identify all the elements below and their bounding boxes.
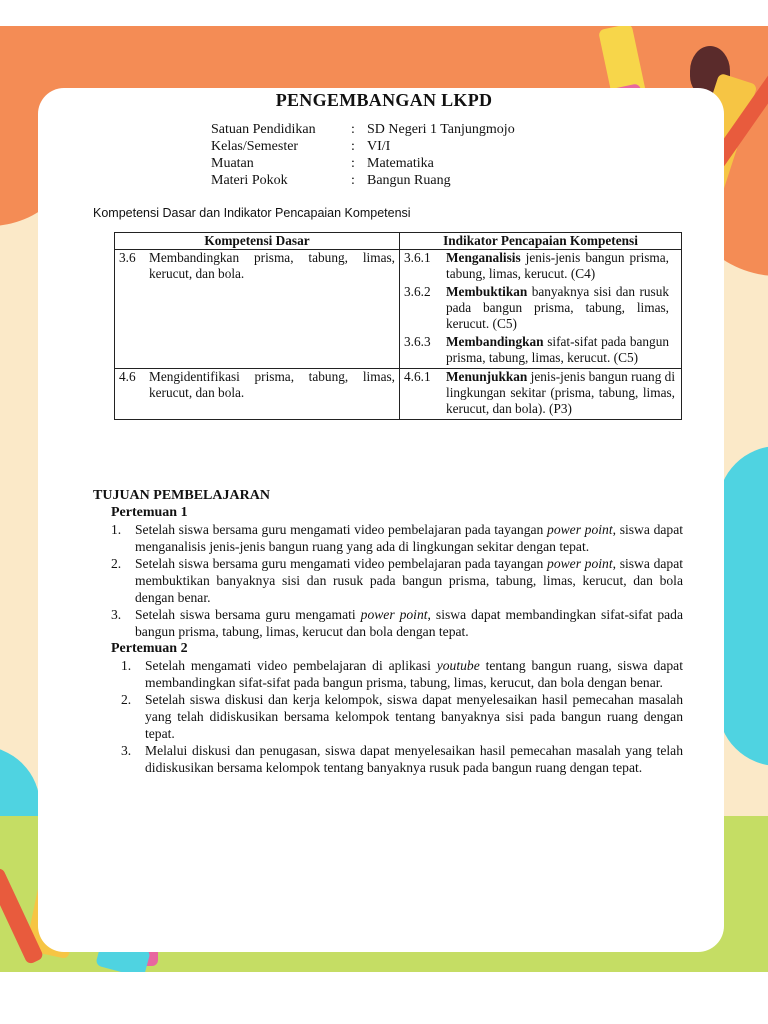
indicator-verb: Menunjukkan	[446, 369, 528, 384]
kd-section-heading: Kompetensi Dasar dan Indikator Pencapaian Kompetensi	[93, 206, 411, 220]
list-item	[111, 521, 683, 555]
indicator-verb: Membuktikan	[446, 284, 528, 299]
indicator-text: jenis-jenis bangun prisma, tabung, limas, kerucut. (C4)	[446, 250, 670, 281]
meta-separator: :	[351, 173, 355, 188]
ipk-cell	[400, 369, 682, 420]
item-number: 2.	[121, 692, 132, 707]
indicator-number: 3.6.1	[404, 250, 431, 265]
table-header-row	[115, 233, 682, 250]
indicator-item	[404, 250, 669, 282]
list-item	[121, 691, 683, 742]
indicator-number: 4.6.1	[404, 369, 431, 384]
item-number: 3.	[111, 607, 122, 622]
kd-table	[114, 232, 682, 420]
list-item	[111, 606, 683, 640]
item-text: Setelah siswa bersama guru mengamati video pembelajaran pada tayangan	[135, 556, 548, 571]
item-text: Setelah siswa diskusi dan kerja kelompok, siswa dapat menyelesaikan hasil pemecahan masalah yang telah didiskusikan bersama kelompok tentang banyaknya sisi pada bangun ruang dengan tepat.	[145, 692, 683, 741]
meta-row	[211, 138, 515, 155]
meta-row	[211, 172, 515, 189]
kd-item	[119, 250, 395, 282]
indicator-number: 3.6.3	[404, 334, 431, 349]
meta-row	[211, 121, 515, 138]
item-text-end: , siswa dapat membandingkan sifat-sifat pada bangun prisma, tabung, limas, kerucut dan bola dengan tepat.	[135, 607, 684, 639]
item-text: Setelah siswa bersama guru mengamati	[135, 607, 361, 622]
section-heading: TUJUAN PEMBELAJARAN	[93, 488, 270, 503]
indicator-text: jenis-jenis bangun ruang di lingkungan sekitar (prisma, tabung, limas, kerucut, dan bola). (P3)	[446, 369, 676, 416]
kd-cell	[115, 250, 400, 369]
item-text: Setelah mengamati video pembelajaran di aplikasi	[145, 658, 437, 673]
indicator-text: sifat-sifat pada bangun prisma, tabung, limas, kerucut. (C5)	[446, 334, 670, 365]
kd-number: 3.6	[119, 250, 136, 265]
item-emphasis: youtube	[436, 658, 480, 673]
kd-text: Membandingkan prisma, tabung, limas, kerucut, dan bola.	[149, 250, 395, 281]
kd-text: Mengidentifikasi prisma, tabung, limas, kerucut, dan bola.	[149, 369, 395, 400]
table-row	[115, 250, 682, 369]
list-item	[121, 657, 683, 691]
item-emphasis: power point	[547, 522, 613, 537]
meta-label: Satuan Pendidikan	[211, 122, 316, 137]
learning-objectives	[93, 487, 683, 776]
meta-separator: :	[351, 139, 355, 154]
item-text: Melalui diskusi dan penugasan, siswa dapat menyelesaikan hasil pemecahan masalah yang telah didiskusikan bersama kelompok tentang banyaknya rusuk pada bangun ruang dengan tepat.	[145, 743, 683, 775]
meta-label: Muatan	[211, 156, 254, 171]
table-row	[115, 369, 682, 420]
meta-value: Bangun Ruang	[367, 173, 451, 188]
list-item	[111, 555, 683, 606]
identity-block	[211, 121, 515, 189]
item-number: 2.	[111, 556, 122, 571]
meta-separator: :	[351, 122, 355, 137]
meeting-title: Pertemuan 2	[111, 641, 188, 656]
meta-row	[211, 155, 515, 172]
item-text-end: , siswa dapat membuktikan banyaknya sisi dan rusuk pada bangun prisma, tabung, limas, kerucut, dan bola dengan benar.	[135, 556, 684, 605]
indicator-text: banyaknya sisi dan rusuk pada bangun prisma, tabung, limas, kerucut. (C5)	[446, 284, 669, 331]
ipk-cell	[400, 250, 682, 369]
meta-separator: :	[351, 156, 355, 171]
indicator-verb: Menganalisis	[446, 250, 521, 265]
indicator-verb: Membandingkan	[446, 334, 544, 349]
cyan-blob-right	[718, 446, 768, 766]
item-number: 1.	[111, 522, 122, 537]
item-text-end: , siswa dapat menganalisis jenis-jenis bangun ruang yang ada di lingkungan sekitar dengan tepat.	[135, 522, 684, 554]
objective-list	[121, 657, 683, 776]
item-number: 1.	[121, 658, 132, 673]
item-text-end: tentang bangun ruang, siswa dapat membandingkan sifat-sifat pada bangun prisma, tabung, limas, kerucut, dan bola dengan benar.	[145, 658, 683, 690]
column-header-ipk: Indikator Pencapaian Kompetensi	[400, 233, 682, 250]
orange-band	[0, 26, 768, 88]
meeting-title: Pertemuan 1	[111, 505, 188, 520]
page-title: PENGEMBANGAN LKPD	[275, 90, 493, 110]
list-item	[121, 742, 683, 776]
item-emphasis: power point	[547, 556, 613, 571]
item-number: 3.	[121, 743, 132, 758]
indicator-item	[404, 369, 675, 417]
meta-label: Materi Pokok	[211, 173, 288, 188]
item-emphasis: power point	[360, 607, 428, 622]
meta-label: Kelas/Semester	[211, 139, 299, 154]
item-text: Setelah siswa bersama guru mengamati video pembelajaran pada tayangan	[135, 522, 548, 537]
indicator-item	[404, 284, 669, 332]
kd-cell	[115, 369, 400, 420]
meta-value: VI/I	[367, 139, 391, 154]
meta-value: Matematika	[367, 156, 434, 171]
kd-item	[119, 369, 395, 401]
column-header-kd: Kompetensi Dasar	[115, 233, 400, 250]
kd-number: 4.6	[119, 369, 136, 384]
indicator-number: 3.6.2	[404, 284, 431, 299]
indicator-item	[404, 334, 669, 366]
meta-value: SD Negeri 1 Tanjungmojo	[367, 122, 515, 137]
objective-list	[111, 521, 683, 640]
